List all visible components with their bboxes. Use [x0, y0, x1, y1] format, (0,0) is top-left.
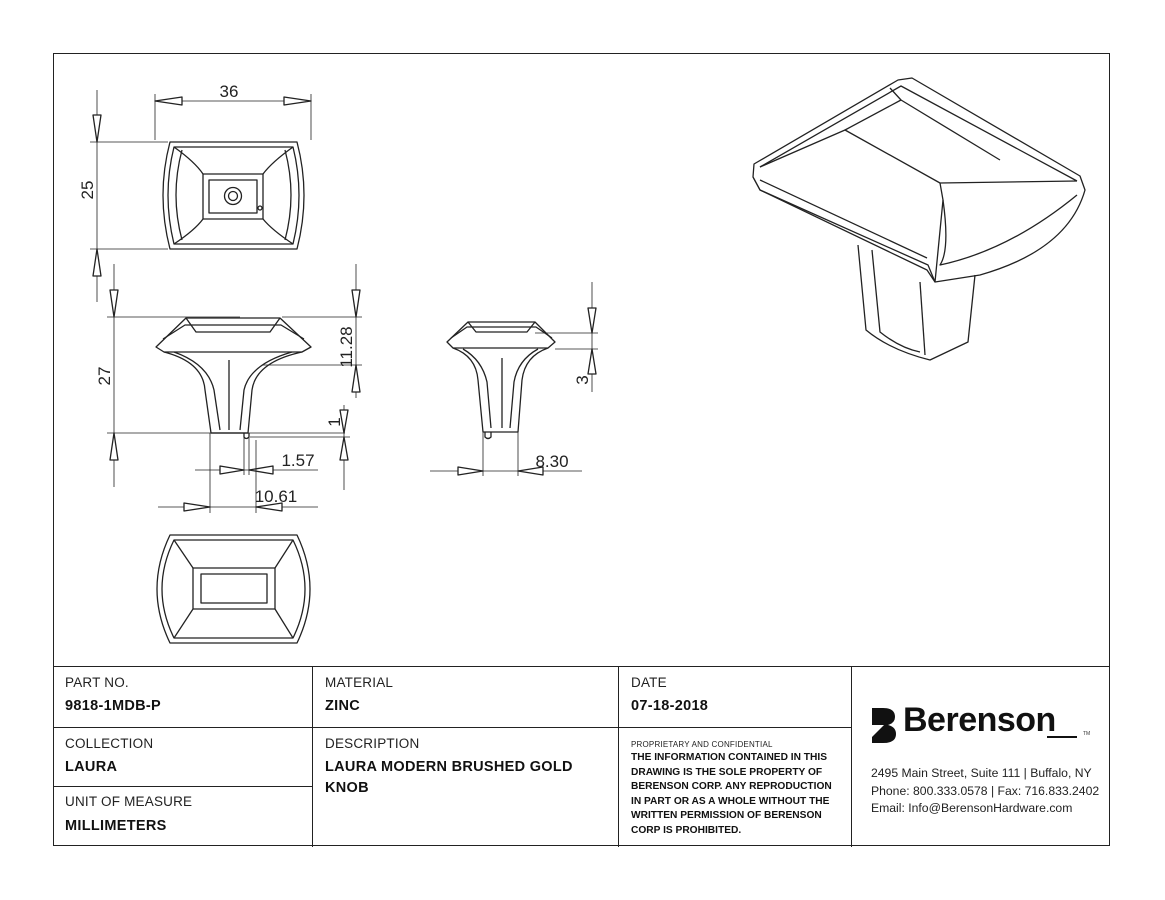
- unit-of-measure-label: UNIT OF MEASURE: [65, 794, 193, 809]
- dimension-1-label: 1: [325, 417, 344, 427]
- title-block-divider: [851, 667, 852, 847]
- dimension-8-30-label: 8.30: [535, 452, 569, 471]
- unit-of-measure-value: MILLIMETERS: [65, 818, 167, 834]
- title-block-divider: [618, 667, 619, 847]
- title-block: [53, 666, 1110, 846]
- isometric-view: [753, 78, 1085, 360]
- date-label: DATE: [631, 675, 667, 690]
- title-block-divider: [53, 727, 851, 728]
- company-logo: [871, 701, 1096, 747]
- company-email: Email: Info@BerensonHardware.com: [871, 801, 1073, 815]
- logo-underline: [1047, 736, 1077, 738]
- confidential-line: THE INFORMATION CONTAINED IN THIS: [631, 752, 828, 763]
- description-value-line2: KNOB: [325, 780, 369, 796]
- company-address: 2495 Main Street, Suite 111 | Buffalo, NY: [871, 766, 1092, 780]
- confidential-line: IN PART OR AS A WHOLE WITHOUT THE: [631, 795, 830, 807]
- dimension-25-label: 25: [78, 180, 97, 200]
- title-block-divider: [312, 667, 313, 847]
- dimension-1-57-label: 1.57: [281, 451, 315, 470]
- company-name: Berenson: [903, 701, 1056, 739]
- title-block-divider: [53, 786, 312, 787]
- berenson-logo-icon: [871, 706, 897, 744]
- date-value: 07-18-2018: [631, 698, 709, 714]
- dimension-25: [90, 90, 168, 302]
- confidential-line: WRITTEN PERMISSION OF BERENSON: [631, 810, 822, 821]
- description-value-line1: LAURA MODERN BRUSHED GOLD: [325, 759, 573, 775]
- dimension-27-label: 27: [95, 366, 114, 386]
- dimension-36-label: 36: [219, 82, 239, 101]
- dimension-10-61-label: 10.61: [254, 487, 298, 506]
- confidential-text: [631, 751, 846, 838]
- dimension-3-label: 3: [573, 375, 592, 385]
- material-value: ZINC: [325, 698, 361, 714]
- dimension-11-28-label: 11.28: [337, 326, 356, 368]
- confidential-heading: PROPRIETARY AND CONFIDENTIAL: [631, 740, 773, 749]
- trademark-symbol: TM: [1083, 731, 1091, 737]
- company-phone: Phone: 800.333.0578 | Fax: 716.833.2402: [871, 783, 1100, 798]
- part-no-value: 9818-1MDB-P: [65, 698, 161, 714]
- confidential-line: BERENSON CORP. ANY REPRODUCTION: [631, 781, 832, 792]
- bottom-view: [157, 535, 310, 643]
- material-label: MATERIAL: [325, 675, 394, 690]
- confidential-line: DRAWING IS THE SOLE PROPERTY OF: [631, 766, 823, 778]
- end-view: [447, 322, 555, 439]
- company-contact: [871, 765, 1099, 818]
- collection-label: COLLECTION: [65, 736, 154, 751]
- confidential-line: CORP IS PROHIBITED.: [631, 824, 742, 836]
- collection-value: LAURA: [65, 759, 118, 775]
- top-view: [163, 142, 304, 249]
- description-label: DESCRIPTION: [325, 736, 420, 751]
- side-view: [156, 318, 311, 439]
- part-no-label: PART NO.: [65, 675, 129, 690]
